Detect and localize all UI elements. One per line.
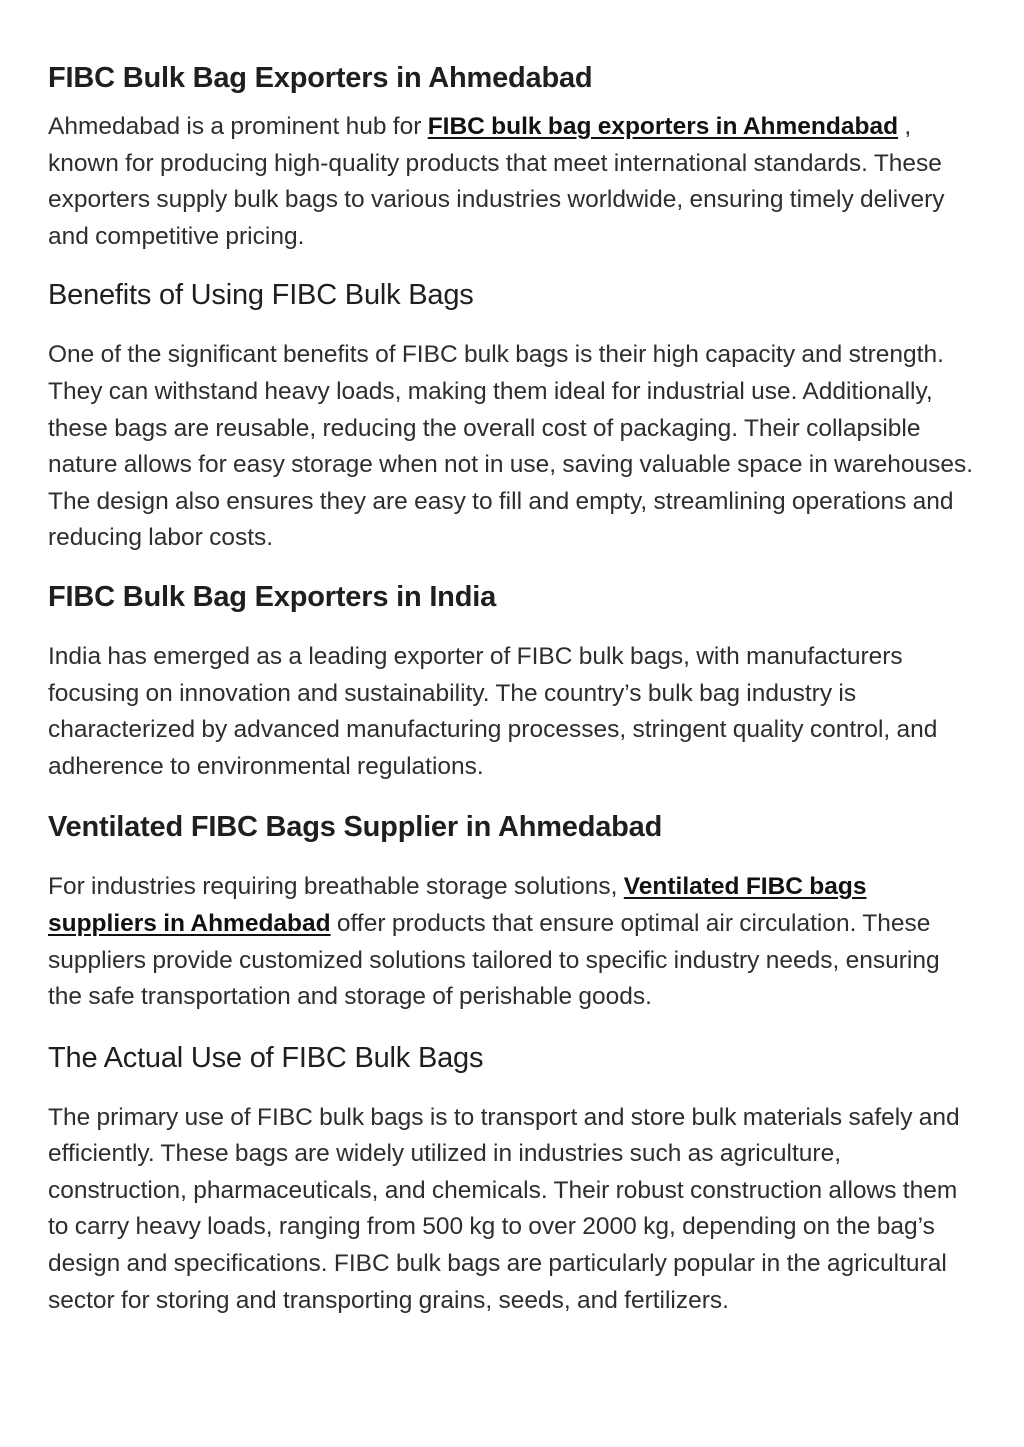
section-heading-exporters-ahmedabad: FIBC Bulk Bag Exporters in Ahmedabad <box>48 62 593 94</box>
section-heading-benefits: Benefits of Using FIBC Bulk Bags <box>48 279 474 312</box>
ventilated-fibc-suppliers-link[interactable]: Ventilated FIBC bags suppliers in Ahmedabad <box>48 873 867 937</box>
section-paragraph-exporters-ahmedabad <box>48 109 976 255</box>
fibc-exporters-ahmendabad-link[interactable]: FIBC bulk bag exporters in Ahmendabad <box>427 113 899 140</box>
section-paragraph-actual-use: The primary use of FIBC bulk bags is to transport and store bulk materials safely and efficiently. These bags are widely utilized in industries such as agriculture, construction, pharmaceuticals, and chemicals. Their robust construction allows them to carry heavy loads, ranging from 500 kg to over 2000 kg, depending on the bag’s design and specifications. FIBC bulk bags are particularly popular in the agricultural sector for storing and transporting grains, seeds, and fertilizers. <box>48 1103 960 1314</box>
paragraph-text: offer products that ensure optimal air circulation. These suppliers provide customized solutions tailored to specific industry needs, ensuring the safe transportation and storage of perishable goods. <box>48 909 940 1011</box>
paragraph-text: , known for producing high-quality products that meet international standards. These exporters supply bulk bags to various industries worldwide, ensuring timely delivery and competitive pricing. <box>48 113 945 250</box>
section-heading-exporters-india: FIBC Bulk Bag Exporters in India <box>48 580 496 613</box>
section-heading-actual-use: The Actual Use of FIBC Bulk Bags <box>48 1041 484 1074</box>
section-paragraph-ventilated-supplier <box>48 869 976 1015</box>
section-paragraph-exporters-india: India has emerged as a leading exporter of FIBC bulk bags, with manufacturers focusing on innovation and sustainability. The country’s bulk bag industry is characterized by advanced manufacturing processes, stringent quality control, and adherence to environmental regulations. <box>48 642 938 780</box>
paragraph-text: For industries requiring breathable storage solutions, <box>48 873 624 901</box>
paragraph-text: Ahmedabad is a prominent hub for <box>48 113 428 140</box>
section-paragraph-benefits: One of the significant benefits of FIBC bulk bags is their high capacity and strength. They can withstand heavy loads, making them ideal for industrial use. Additionally, these bags are reusable, reducing the overall cost of packaging. Their collapsible nature allows for easy storage when not in use, saving valuable space in warehouses. The design also ensures they are easy to fill and empty, streamlining operations and reducing labor costs. <box>48 341 974 552</box>
section-heading-ventilated-supplier: Ventilated FIBC Bags Supplier in Ahmedabad <box>48 811 663 844</box>
